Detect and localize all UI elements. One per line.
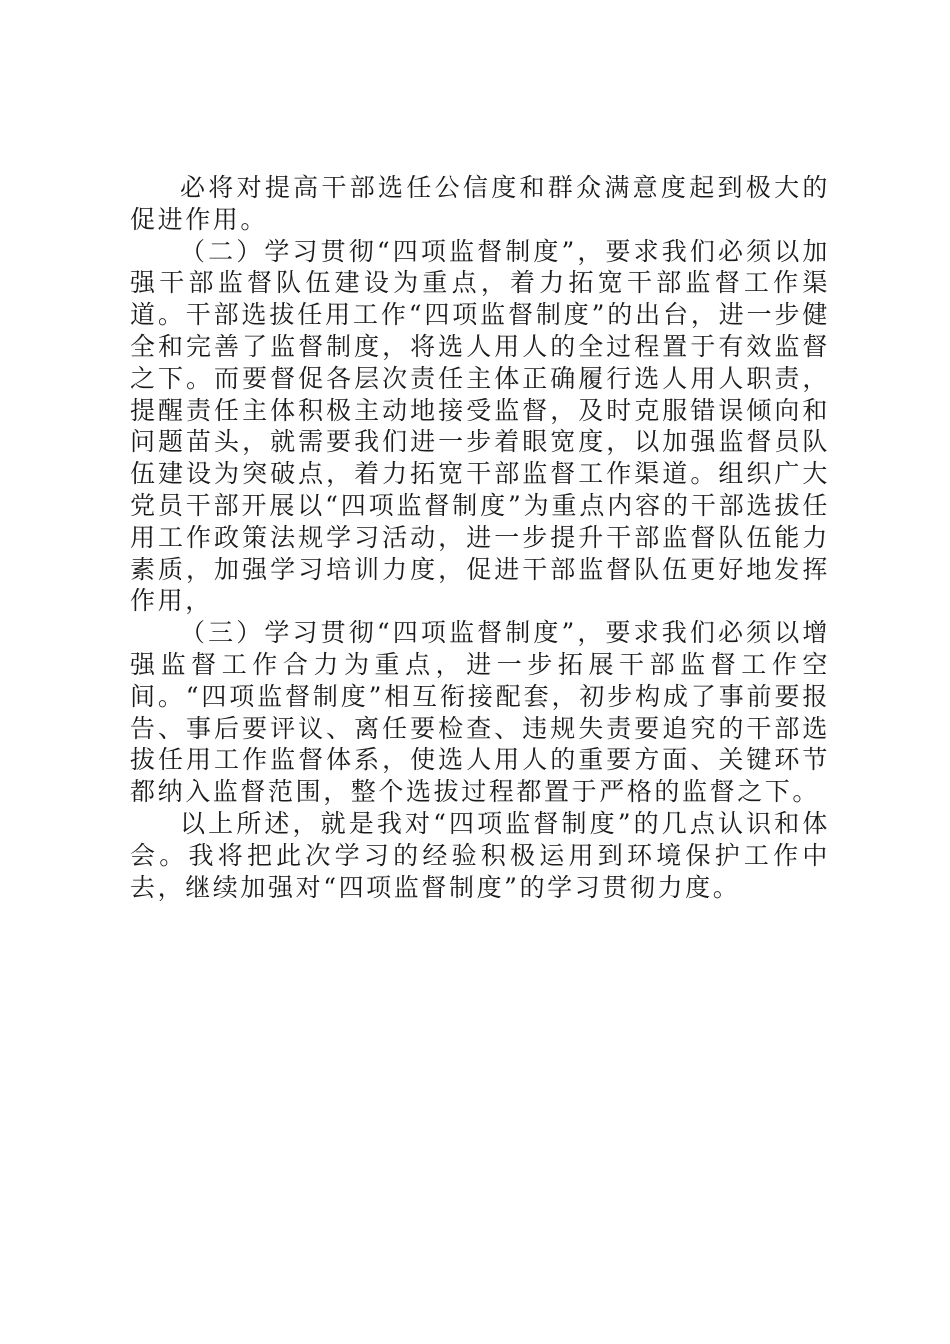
paragraph-continuation: 必将对提高干部选任公信度和群众满意度起到极大的促进作用。 bbox=[130, 173, 830, 234]
paragraph-conclusion: 以上所述，就是我对“四项监督制度”的几点认识和体会。我将把此次学习的经验积极运用到环境保护工作中去，继续加强对“四项监督制度”的学习贯彻力度。 bbox=[130, 808, 830, 902]
paragraph-section-three: （三）学习贯彻“四项监督制度”，要求我们必须以增强监督工作合力为重点，进一步拓展干部监督工作空间。“四项监督制度”相互衔接配套，初步构成了事前要报告、事后要评议、离任要检查、违规失责要追究的干部选拔任用工作监督体系，使选人用人的重要方面、关键环节都纳入监督范围，整个选拔过程都置于严格的监督之下。 bbox=[130, 618, 830, 807]
document-body bbox=[130, 172, 830, 903]
paragraph-section-two: （二）学习贯彻“四项监督制度”，要求我们必须以加强干部监督队伍建设为重点，着力拓宽干部监督工作渠道。干部选拔任用工作“四项监督制度”的出台，进一步健全和完善了监督制度，将选人用人的全过程置于有效监督之下。而要督促各层次责任主体正确履行选人用人职责，提醒责任主体积极主动地接受监督，及时克服错误倾向和问题苗头，就需要我们进一步着眼宽度，以加强监督员队伍建设为突破点，着力拓宽干部监督工作渠道。组织广大党员干部开展以“四项监督制度”为重点内容的干部选拔任用工作政策法规学习活动，进一步提升干部监督队伍能力素质，加强学习培训力度，促进干部监督队伍更好地发挥作用， bbox=[130, 236, 830, 616]
